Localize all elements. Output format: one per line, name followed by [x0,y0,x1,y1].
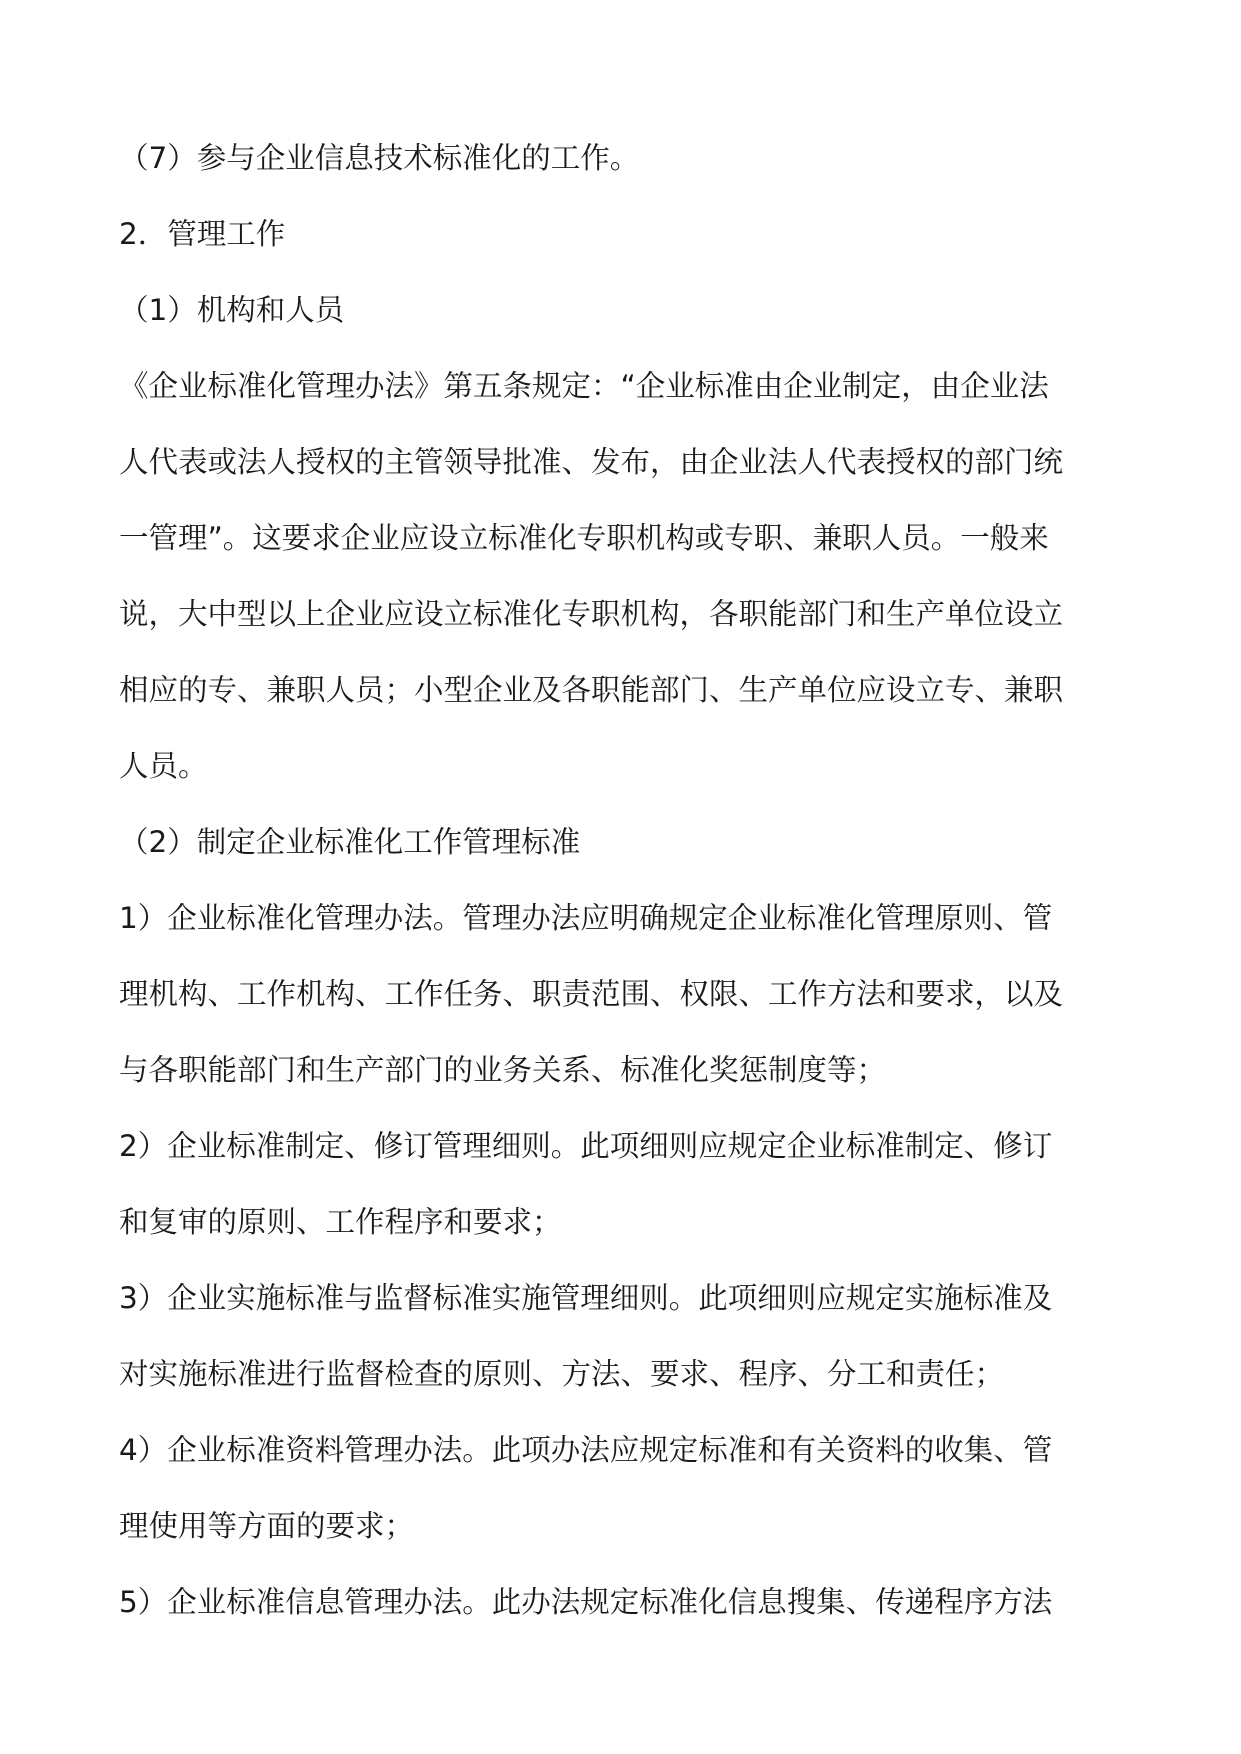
subsection-heading: （1）机构和人员 [119,293,345,327]
text-line: （7）参与企业信息技术标准化的工作。 [119,141,640,175]
text-line: 理机构、工作机构、工作任务、职责范围、权限、工作方法和要求，以及 [119,977,1064,1011]
text-line: 和复审的原则、工作程序和要求； [119,1205,562,1239]
text-line: 人代表或法人授权的主管领导批准、发布，由企业法人代表授权的部门统 [119,445,1064,479]
text-line: 人员。 [119,749,208,783]
document-page [119,120,1184,1640]
text-line: 4）企业标准资料管理办法。此项办法应规定标准和有关资料的收集、管 [119,1433,1053,1467]
section-heading: 2．管理工作 [119,217,286,251]
text-line: 相应的专、兼职人员；小型企业及各职能部门、生产单位应设立专、兼职 [119,673,1064,707]
text-line: 理使用等方面的要求； [119,1509,415,1543]
subsection-heading: （2）制定企业标准化工作管理标准 [119,825,581,859]
text-line: 2）企业标准制定、修订管理细则。此项细则应规定企业标准制定、修订 [119,1129,1053,1163]
text-line: 与各职能部门和生产部门的业务关系、标准化奖惩制度等； [119,1053,887,1087]
text-line: 说，大中型以上企业应设立标准化专职机构，各职能部门和生产单位设立 [119,597,1064,631]
text-line: 5）企业标准信息管理办法。此办法规定标准化信息搜集、传递程序方法 [119,1585,1053,1619]
text-line: 3）企业实施标准与监督标准实施管理细则。此项细则应规定实施标准及 [119,1281,1053,1315]
text-line: 《企业标准化管理办法》第五条规定：“企业标准由企业制定，由企业法 [119,369,1049,403]
text-line: 对实施标准进行监督检查的原则、方法、要求、程序、分工和责任； [119,1357,1005,1391]
text-line: 1）企业标准化管理办法。管理办法应明确规定企业标准化管理原则、管 [119,901,1053,935]
text-line: 一管理”。这要求企业应设立标准化专职机构或专职、兼职人员。一般来 [119,521,1049,555]
